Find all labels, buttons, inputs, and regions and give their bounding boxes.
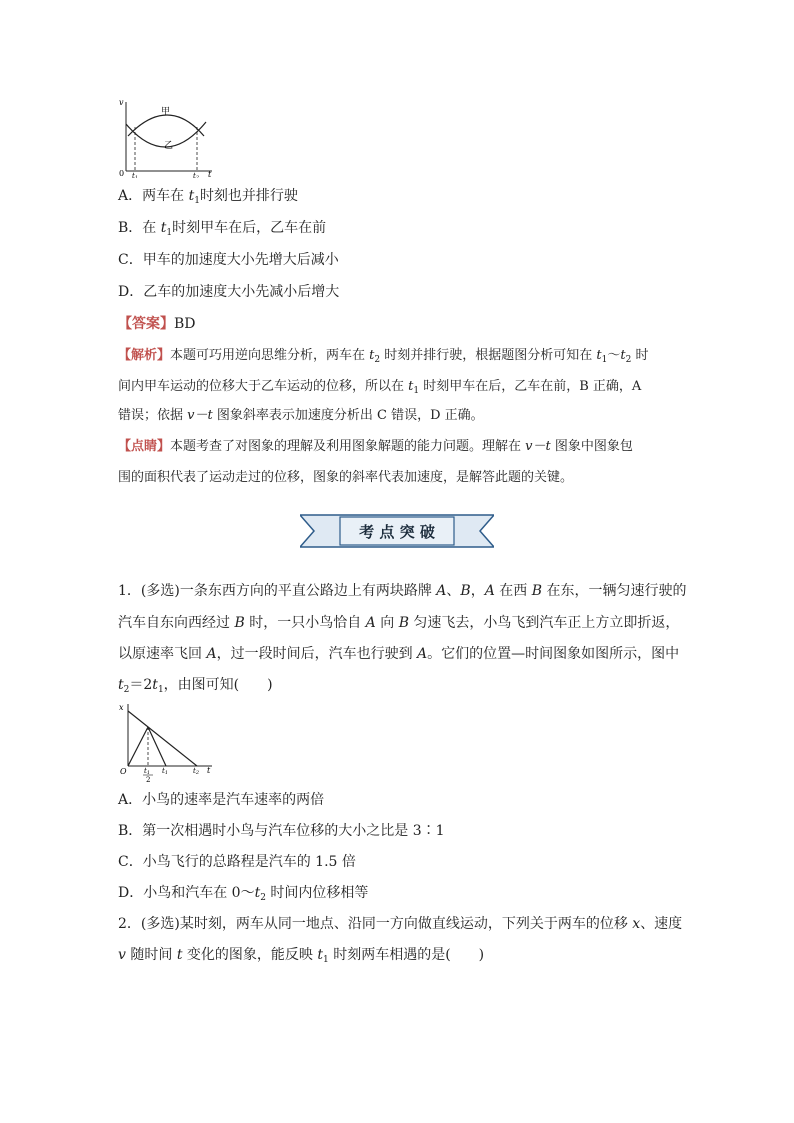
q0-analysis-line3: 错误；依据 v－t 图象斜率表示加速度分析出 C 错误，D 正确。: [118, 408, 484, 423]
vt-graph: [116, 96, 216, 178]
q0-analysis-line1: 【解析】本题可巧用逆向思维分析，两车在 $t_2$ 时刻并排行驶，根据题图分析可知在 $t_1\sim t_2$ 时: [118, 348, 649, 365]
t1-label-2: t1: [162, 767, 169, 776]
q0-option-a: A．两车在 $t_1$时刻也并排行驶: [118, 188, 298, 206]
q1-option-b: B．第一次相遇时小鸟与汽车位移的大小之比是 3∶1: [118, 823, 445, 839]
half-t1-numerator: t1: [144, 767, 151, 776]
curve-jia-label: 甲: [161, 107, 171, 117]
origin-label-2: O: [120, 767, 127, 776]
point-tag: 【点睛】: [118, 439, 171, 454]
t2-label-2: t2: [193, 767, 200, 776]
analysis-tag: 【解析】: [118, 348, 171, 363]
q2-stem-line1: 2．(多选)某时刻，两车从同一地点、沿同一方向做直线运动，下列关于两车的位移 x、速度: [118, 916, 683, 932]
answer-value: BD: [174, 316, 196, 332]
half-t1-denominator: 2: [146, 776, 151, 784]
v-axis-label: v: [119, 98, 124, 107]
q2-stem-line2: v 随时间 t 变化的图象，能反映 $t_1$ 时刻两车相遇的是( ): [118, 947, 485, 965]
q0-option-b: B．在 $t_1$时刻甲车在后，乙车在前: [118, 220, 327, 238]
q1-stem-line4: $t_2=2t_1$，由图可知( ): [118, 677, 273, 695]
origin-label: 0: [119, 169, 125, 178]
q1-option-d: D．小鸟和汽车在 $0\sim t_2$ 时间内位移相等: [118, 885, 369, 903]
t1-label: t1: [132, 172, 139, 178]
section-banner: [300, 512, 494, 550]
banner-text: 考 点 突 破: [359, 523, 435, 541]
answer-tag: 【答案】: [118, 316, 174, 332]
q0-point-line2: 围的面积代表了运动走过的位移，图象的斜率代表加速度，是解答此题的关键。: [118, 470, 574, 485]
q0-answer: [118, 314, 196, 334]
x-axis-label: x: [119, 703, 124, 712]
bird-back-line: [148, 727, 166, 766]
t-axis-label: t: [208, 170, 212, 178]
t-axis-label-2: t: [207, 766, 211, 775]
q1-stem-line1: 1．(多选)一条东西方向的平直公路边上有两块路牌 A、B，A 在西 B 在东，一辆匀速行驶的: [118, 583, 687, 599]
q1-option-a: A．小鸟的速率是汽车速率的两倍: [118, 792, 325, 808]
q1-stem-line2: 汽车自东向西经过 B 时，一只小鸟恰自 A 向 B 匀速飞去，小鸟飞到汽车正上方立即折返，: [118, 615, 680, 631]
q0-point-line1: 【点睛】本题考查了对图象的理解及利用图象解题的能力问题。理解在 v－t 图象中图象包: [118, 439, 633, 454]
q0-option-d: D．乙车的加速度大小先减小后增大: [118, 284, 340, 300]
q0-analysis-line2: 间内甲车运动的位移大于乙车运动的位移，所以在 $t_1$ 时刻甲车在后，乙车在前，B 正确，A: [118, 379, 642, 396]
q1-stem-line3: 以原速率飞回 A，过一段时间后，汽车也行驶到 A。它们的位置—时间图象如图所示，图中: [118, 646, 680, 662]
xt-graph: [116, 700, 216, 784]
curve-jia: [128, 115, 204, 136]
q1-option-c: C．小鸟飞行的总路程是汽车的 1.5 倍: [118, 854, 356, 870]
t2-label: t2: [193, 172, 200, 178]
bird-out-line: [128, 727, 148, 766]
q0-option-c: C．甲车的加速度大小先增大后减小: [118, 252, 339, 268]
curve-yi-label: 乙: [164, 141, 174, 151]
